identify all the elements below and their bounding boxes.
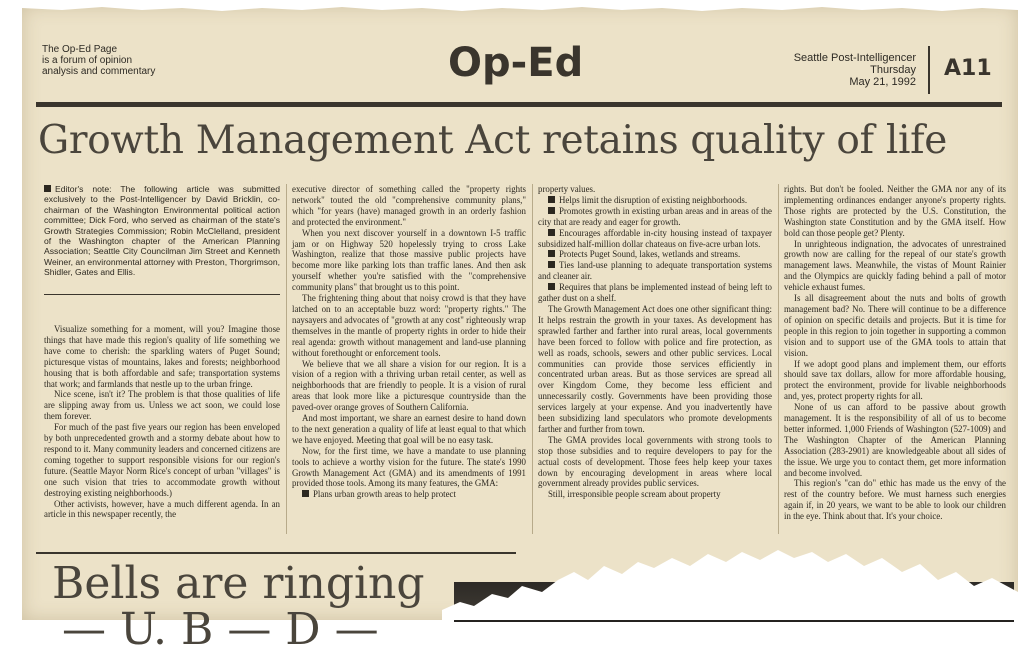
paragraph: This region's "can do" ethic has made us the envy of the rest of the country before. We must harness such energies again if, in 20 years, we want to be able to look our children in the eye. Think about that. It's your choice. bbox=[784, 478, 1006, 522]
tagline-line: analysis and commentary bbox=[42, 66, 156, 77]
dateline-date: May 21, 1992 bbox=[849, 76, 916, 88]
paragraph: The GMA provides local governments with strong tools to stop those subsidies and to require developers to pay for the actual costs of development. Those fees help keep your taxes down by encouraging development in areas where local government already provides public services. bbox=[538, 434, 772, 489]
paragraph: For much of the past five years our region has been enveloped by both unprecedented growth and a stormy debate about how to respond to it. Many community leaders and concerned citizens are coming together to support responsible visions for our region's future. (Seattle Mayor Norm Rice's concept of urban "villages" is one such vision that tries to accommodate growth without destroying existing neighborhoods.) bbox=[44, 422, 280, 498]
paragraph: Visualize something for a moment, will you? Imagine those things that have made this region's quality of life something we have come to cherish: the sparkling waters of Puget Sound; picturesque vistas of mountains, lakes and forests; neighborhood housing that is both affordable and safe; transportation systems that work; and farmlands that nestle up to the urban fringe. bbox=[44, 324, 280, 389]
bullet-text: Plans urban growth areas to help protect bbox=[313, 489, 456, 500]
paragraph: executive director of something called the "property rights network" touted the old "comprehensive community plans," which "for years (have) managed growth in an orderly fashion and protected the environment." bbox=[292, 184, 526, 227]
page-number: A11 bbox=[944, 56, 992, 81]
section-title: Op-Ed bbox=[448, 40, 584, 86]
paragraph: The frightening thing about that noisy crowd is that they have latched on to an acceptable buzz word: "property rights." The naysayers and advocates of "growth at any cost" righteously wrap themselves in the mantle of property rights in order to hide their real agenda: growth without management and land-use planning without forethought or enforcement tools. bbox=[292, 293, 526, 358]
paragraph: rights. But don't be fooled. Neither the GMA nor any of its implementing ordinances endanger anyone's property rights. Those rights are protected by the U.S. Constitution, the Washington state Constitution and by the GMA itself. How bold can those people get? Plenty. bbox=[784, 184, 1006, 238]
paragraph: Now, for the first time, we have a mandate to use planning tools to achieve a worthy vision for the future. The state's 1990 Growth Management Act (GMA) and its amendments of 1991 provided those tools. Among its many features, the GMA: bbox=[292, 445, 526, 489]
bullet-text: Requires that plans be implemented instead of being left to gather dust on a shelf. bbox=[538, 282, 772, 304]
paragraph: Other activists, however, have a much different agenda. In an article in this newspaper recently, the bbox=[44, 498, 280, 520]
paragraph: In unrighteous indignation, the advocates of unrestrained growth now are calling for the repeal of our state's growth management laws. Meanwhile, the vistas of Mount Rainier and the Olympics are quickly fading behind a pall of motor vehicle exhaust fumes. bbox=[784, 238, 1006, 293]
article-headline: Growth Management Act retains quality of life bbox=[38, 118, 948, 163]
paragraph: Is all disagreement about the nuts and bolts of growth management bad? No. There will continue to be a difference of opinion on specific details and projects. But it is time for people in this region to join together in supporting a common vision and to support use of the GMA tools to attain that vision. bbox=[784, 293, 1006, 358]
paragraph: None of us can afford to be passive about growth management. It is the responsibility of all of us to become better informed. 1,000 Friends of Washington (527-1009) and The Washington Chapter of the American Planning Association (283-2901) are knowledgeable about all sides of the issue. We urge you to contact them, get more information and become involved. bbox=[784, 402, 1006, 478]
bullet-text: Protects Puget Sound, lakes, wetlands and streams. bbox=[559, 249, 741, 260]
bullet-text: Helps limit the disruption of existing neighborhoods. bbox=[559, 194, 748, 205]
torn-edge-shape bbox=[22, 6, 1018, 620]
paragraph: property values. bbox=[538, 184, 596, 194]
bullet-text: Encourages affordable in-city housing instead of taxpayer subsidized half-million dollar chateaus on five-acre urban lots. bbox=[538, 227, 772, 249]
editors-note-text: Editor's note: The following article was submitted exclusively to the Post-Intelligencer by David Bricklin, co-chairman of the Washington Environmental political action committee; Dick Ford, who served as chairman of the state's Growth Strategies Commission; Robin McClelland, president of the Washington chapter of the American Planning Association; Seattle City Councilman Jim Street and Kenneth Weiner, an environmental attorney with Preston, Thorgrimson, Shidler, Gates and Ellis. bbox=[44, 184, 280, 278]
newspaper-page bbox=[22, 6, 1018, 655]
tagline-line: is a forum of opinion bbox=[42, 55, 133, 66]
paragraph: We believe that we all share a vision for our region. It is a vision of a region with a thriving urban retail center, as well as neighborhoods that are friendly to people. It is a vision of rural areas that look more like a picturesque countryside than the paved-over orange groves of Southern California. bbox=[292, 358, 526, 413]
dateline-day: Thursday bbox=[870, 64, 916, 76]
bullet-text: Ties land-use planning to adequate transportation systems and cleaner air. bbox=[538, 260, 772, 282]
paragraph: Still, irresponsible people scream about property bbox=[548, 489, 721, 500]
tagline-line: The Op-Ed Page bbox=[42, 44, 118, 55]
next-article-headline-cut: — U. B — D — bbox=[62, 604, 379, 655]
dateline-paper: Seattle Post-Intelligencer bbox=[793, 52, 916, 64]
paragraph: The Growth Management Act does one other significant thing: It helps restrain the growth in your taxes. As development has sprawled farther and farther into rural areas, local governments have been forced to follow with police and fire protection, as well as roads, schools, sewers and other public services. Local communities can provide those services efficiently in concentrated urban areas. But as those services are spread all over Kingdom Come, they become less efficient and unnecessarily costly. Governments have been providing those services largely at your expense. And you inadvertently have been subsidizing land speculators who promote developments farther and further from town. bbox=[538, 303, 772, 434]
paragraph: Nice scene, isn't it? The problem is that those qualities of life are slipping away from us. Unless we act soon, we could lose them forever. bbox=[44, 389, 280, 422]
paragraph: And most important, we share an earnest desire to hand down to the next generation a quality of life at least equal to that which we have enjoyed. Meeting that goal will be no easy task. bbox=[292, 413, 526, 445]
next-article-headline: Bells are ringing bbox=[52, 558, 425, 609]
paragraph: When you next discover yourself in a downtown I-5 traffic jam or on Highway 520 hopelessly trying to cross Lake Washington, realize that those massive public projects have become more like parking lots than traffic lanes. And then ask yourself whether you're satisfied with the "comprehensive community plans" that brought us to this point. bbox=[292, 227, 526, 293]
bullet-text: Promotes growth in existing urban areas and in areas of the city that are ready and eager for growth. bbox=[538, 205, 772, 227]
paragraph: If we adopt good plans and implement them, our efforts should save tax dollars, allow for more affordable housing, protect the environment, provide for livable neighborhoods and, yes, protect property rights for all. bbox=[784, 358, 1006, 402]
